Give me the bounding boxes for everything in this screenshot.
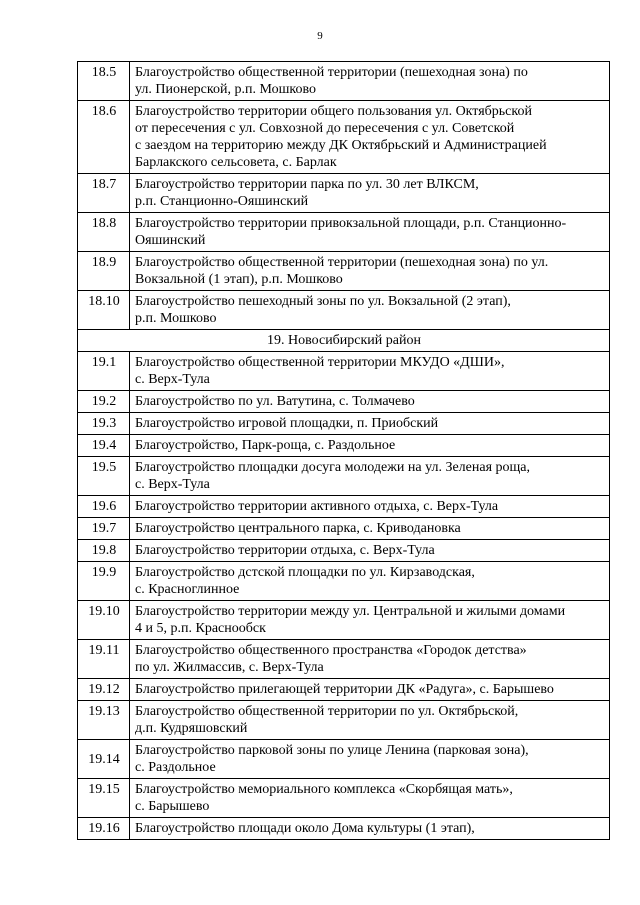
- row-description: [130, 391, 610, 413]
- row-number: 19.9: [78, 562, 130, 601]
- row-description: [130, 435, 610, 457]
- row-number: 19.10: [78, 601, 130, 640]
- description-line: Благоустройство мемориального комплекса «Скорбящая мать»,: [135, 782, 513, 797]
- row-number: 18.8: [78, 213, 130, 252]
- table-row: [78, 640, 610, 679]
- row-number: 18.6: [78, 101, 130, 174]
- row-number: 19.5: [78, 457, 130, 496]
- row-description: [130, 352, 610, 391]
- description-line: с. Верх-Тула: [135, 372, 210, 387]
- description-line: Благоустройство общественной территории (пешеходная зона) по: [135, 65, 528, 80]
- row-description: [130, 601, 610, 640]
- row-number: 18.7: [78, 174, 130, 213]
- row-description: [130, 562, 610, 601]
- description-line: Благоустройство территории активного отдыха, с. Верх-Тула: [135, 499, 499, 514]
- row-description: [130, 291, 610, 330]
- row-number: 19.14: [78, 740, 130, 779]
- table-row: [78, 352, 610, 391]
- row-number: 19.13: [78, 701, 130, 740]
- row-number: 18.9: [78, 252, 130, 291]
- row-description: [130, 818, 610, 840]
- row-description: [130, 540, 610, 562]
- description-line: р.п. Мошково: [135, 311, 217, 326]
- row-number: 19.3: [78, 413, 130, 435]
- table-row: [78, 562, 610, 601]
- row-number: 19.12: [78, 679, 130, 701]
- row-number: 18.10: [78, 291, 130, 330]
- row-description: [130, 62, 610, 101]
- description-line: Благоустройство территории общего пользования ул. Октябрьской: [135, 104, 532, 119]
- row-description: [130, 101, 610, 174]
- table-row: [78, 818, 610, 840]
- row-description: [130, 679, 610, 701]
- description-line: Вокзальной (1 этап), р.п. Мошково: [135, 272, 343, 287]
- description-line: от пересечения с ул. Совхозной до пересечения с ул. Советской: [135, 121, 515, 136]
- table-row: [78, 62, 610, 101]
- row-number: 19.2: [78, 391, 130, 413]
- row-number: 19.6: [78, 496, 130, 518]
- section-row: [78, 330, 610, 352]
- description-line: ул. Пионерской, р.п. Мошково: [135, 82, 316, 97]
- row-number: 19.7: [78, 518, 130, 540]
- description-line: Благоустройство игровой площадки, п. Приобский: [135, 416, 439, 431]
- row-description: [130, 640, 610, 679]
- section-title: 19. Новосибирский район: [78, 330, 610, 352]
- table-row: [78, 413, 610, 435]
- row-description: [130, 252, 610, 291]
- description-line: Благоустройство дстской площадки по ул. Кирзаводская,: [135, 565, 475, 580]
- row-number: 19.15: [78, 779, 130, 818]
- row-description: [130, 496, 610, 518]
- description-line: Благоустройство, Парк-роща, с. Раздольное: [135, 438, 396, 453]
- description-line: Благоустройство общественного пространства «Городок детства»: [135, 643, 527, 658]
- description-line: с. Красноглинное: [135, 582, 240, 597]
- table-row: [78, 291, 610, 330]
- row-number: 19.8: [78, 540, 130, 562]
- description-line: Благоустройство территории отдыха, с. Верх-Тула: [135, 543, 435, 558]
- description-line: Благоустройство общественной территории МКУДО «ДШИ»,: [135, 355, 505, 370]
- table-row: [78, 601, 610, 640]
- row-description: [130, 779, 610, 818]
- section-header: [78, 330, 610, 352]
- description-line: Благоустройство площади около Дома культуры (1 этап),: [135, 821, 475, 836]
- table-row: [78, 457, 610, 496]
- description-line: д.п. Кудряшовский: [135, 721, 248, 736]
- description-line: Благоустройство парковой зоны по улице Ленина (парковая зона),: [135, 743, 529, 758]
- table-body-before: [78, 62, 610, 330]
- row-number: 19.1: [78, 352, 130, 391]
- row-number: 19.11: [78, 640, 130, 679]
- table-row: [78, 213, 610, 252]
- description-line: Благоустройство общественной территории по ул. Октябрьской,: [135, 704, 519, 719]
- table-row: [78, 391, 610, 413]
- description-line: с. Барышево: [135, 799, 210, 814]
- table-row: [78, 779, 610, 818]
- table-row: [78, 540, 610, 562]
- row-number: 19.4: [78, 435, 130, 457]
- table-row: [78, 679, 610, 701]
- description-line: Благоустройство площадки досуга молодежи на ул. Зеленая роща,: [135, 460, 531, 475]
- description-line: Ояшинский: [135, 233, 206, 248]
- row-description: [130, 740, 610, 779]
- description-line: Благоустройство территории привокзальной площади, р.п. Станционно-: [135, 216, 567, 231]
- table-row: [78, 701, 610, 740]
- description-line: Благоустройство пешеходный зоны по ул. Вокзальной (2 этап),: [135, 294, 511, 309]
- row-description: [130, 457, 610, 496]
- table-row: [78, 252, 610, 291]
- description-line: Благоустройство центрального парка, с. Криводановка: [135, 521, 461, 536]
- description-line: 4 и 5, р.п. Краснообск: [135, 621, 266, 636]
- row-number: 18.5: [78, 62, 130, 101]
- description-line: Благоустройство территории парка по ул. 30 лет ВЛКСМ,: [135, 177, 479, 192]
- row-description: [130, 518, 610, 540]
- description-line: с. Раздольное: [135, 760, 216, 775]
- description-line: Благоустройство территории между ул. Центральной и жилыми домами: [135, 604, 566, 619]
- description-line: Благоустройство общественной территории (пешеходная зона) по ул.: [135, 255, 549, 270]
- row-description: [130, 413, 610, 435]
- description-line: Благоустройство прилегающей территории ДК «Радуга», с. Барышево: [135, 682, 554, 697]
- page-number: 9: [317, 30, 323, 42]
- row-description: [130, 174, 610, 213]
- description-line: Барлакского сельсовета, с. Барлак: [135, 155, 337, 170]
- row-description: [130, 701, 610, 740]
- description-line: с заездом на территорию между ДК Октябрьский и Администрацией: [135, 138, 547, 153]
- table-row: [78, 101, 610, 174]
- description-line: р.п. Станционно-Ояшинский: [135, 194, 309, 209]
- description-line: Благоустройство по ул. Ватутина, с. Толмачево: [135, 394, 415, 409]
- table-row: [78, 518, 610, 540]
- table-row: [78, 496, 610, 518]
- table-row: [78, 740, 610, 779]
- row-description: [130, 213, 610, 252]
- table-row: [78, 174, 610, 213]
- description-line: с. Верх-Тула: [135, 477, 210, 492]
- table-body-after: [78, 352, 610, 840]
- description-line: по ул. Жилмассив, с. Верх-Тула: [135, 660, 324, 675]
- row-number: 19.16: [78, 818, 130, 840]
- table-row: [78, 435, 610, 457]
- objects-table: [77, 61, 610, 840]
